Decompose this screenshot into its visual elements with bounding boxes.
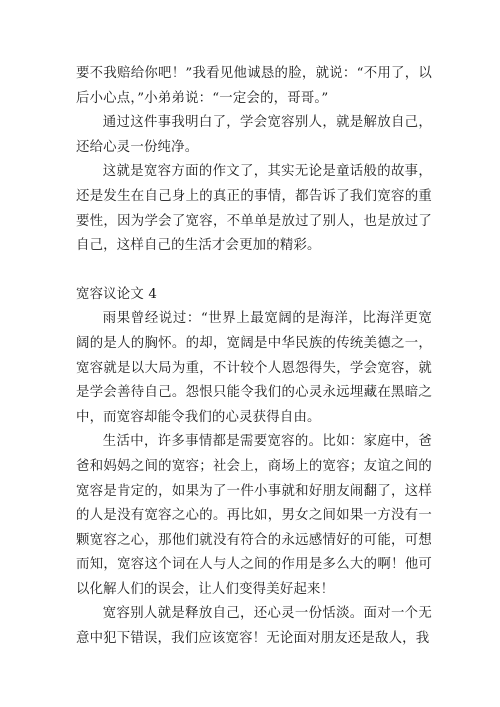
paragraph: 通过这件事我明白了，学会宽容别人，就是解放自己，还给心灵一份纯净。 (76, 115, 432, 155)
paragraph: 生活中，许多事情都是需要宽容的。比如：家庭中，爸爸和妈妈之间的宽容；社会上，商场上的宽容；友谊之间的宽容是肯定的，如果为了一件小事就和好朋友闹翻了，这样的人是没有宽容之心的。再比如，男女之间如果一方没有一颗宽容之心，那他们就没有符合的永远感情好的可能，可想而知，宽容这个词在人与人之间的作用是多么大的啊！他可以化解人们的误会，让人们变得美好起来！ (76, 434, 432, 597)
section-title: 宽容议论文 4 (76, 286, 158, 302)
paragraph: 要不我赔给你吧！”我看见他诚恳的脸，就说：“不用了，以后小心点，”小弟弟说：“一定会的，哥哥。” (76, 66, 432, 106)
document-page (76, 62, 432, 652)
paragraph: 这就是宽容方面的作文了，其实无论是童话般的故事，还是发生在自己身上的真正的事情，都告诉了我们宽容的重要性，因为学会了宽容，不单单是放过了别人，也是放过了自己，这样自己的生活才会更加的精彩。 (76, 164, 432, 254)
paragraphs-after (76, 307, 432, 651)
paragraphs-before (76, 62, 432, 259)
paragraph: 宽容别人就是释放自己，还心灵一份恬淡。面对一个无意中犯下错误，我们应该宽容！无论面对朋友还是敌人，我 (76, 606, 432, 647)
paragraph: 雨果曾经说过：“世界上最宽阔的是海洋，比海洋更宽阔的是人的胸怀。的却，宽阔是中华民族的传统美德之一，宽容就是以大局为重，不计较个人恩怨得失，学会宽容，就是学会善待自己。怨恨只能令我们的心灵永远埋藏在黑暗之中，而宽容却能令我们的心灵获得自由。 (76, 311, 432, 425)
